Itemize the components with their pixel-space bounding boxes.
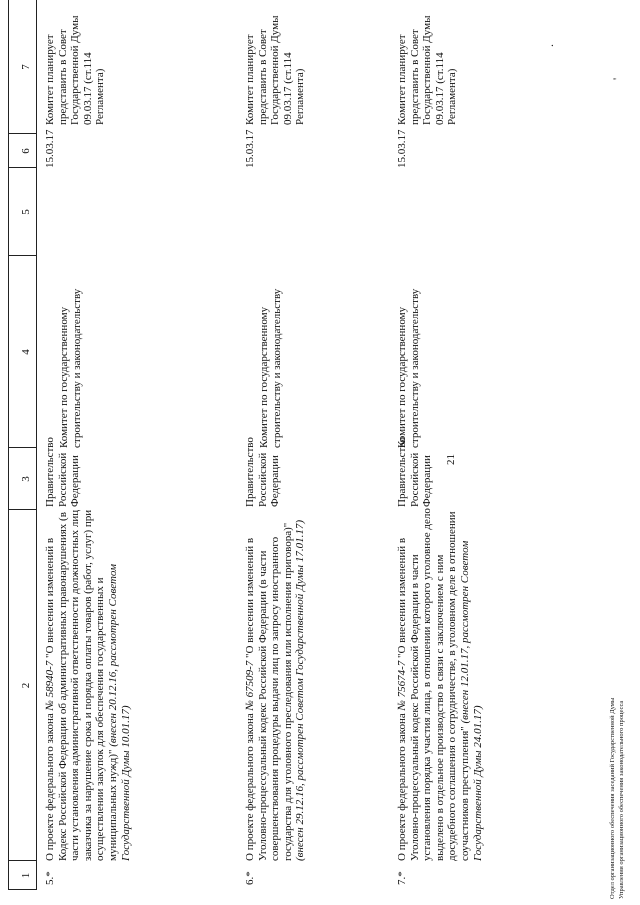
consideration-date: 15.03.17 bbox=[244, 129, 256, 168]
stray-mark: . bbox=[542, 44, 556, 47]
row-number: 5.* bbox=[44, 871, 56, 885]
bill-description bbox=[44, 506, 132, 861]
bill-note: (внесен 29.12.16, рассмотрен Советом Государственной Думы 17.01.17) bbox=[294, 519, 307, 861]
bill-author: Правительство Российской Федерации bbox=[244, 437, 282, 507]
bill-author: Правительство Российской Федерации bbox=[396, 437, 434, 507]
bill-author: Правительство Российской Федерации bbox=[44, 437, 82, 507]
bill-number: № 67509-7 bbox=[244, 660, 256, 711]
bill-description bbox=[244, 506, 307, 861]
committee-plan: Комитет планирует представить в Совет Государственной Думы 09.03.17 (ст.114 Регламента) bbox=[44, 15, 107, 125]
column-header: 5 bbox=[20, 209, 32, 215]
bill-title: "О внесении изменений в Уголовно-процессуальный кодекс Российской Федерации (в части совершенствования процедуры выдачи лиц по запросу иностранного государства для уголовного преследования или исполнения приговора)" bbox=[244, 522, 294, 861]
column-header: 7 bbox=[20, 64, 32, 70]
row-number: 7.* bbox=[396, 871, 408, 885]
page-footer bbox=[608, 698, 626, 899]
footer-line: Управления организационного обеспечения законодательного процесса bbox=[618, 700, 625, 899]
consideration-date: 15.03.17 bbox=[44, 129, 56, 168]
consideration-date: 15.03.17 bbox=[396, 129, 408, 168]
column-header: 1 bbox=[20, 872, 32, 879]
bill-description bbox=[396, 506, 484, 861]
bill-number: № 75674-7 bbox=[396, 660, 408, 711]
row-number: 6.* bbox=[244, 871, 256, 885]
bill-title: "О внесении изменений в Кодекс Российской Федерации об административных правонарушениях (в части установления административной ответственности должностных лиц заказчика за нарушение срока и порядка оплаты товаров (работ, услуг) при осуществлении закупок для обеспечения государственных и муниципальных нужд)" bbox=[44, 509, 119, 861]
committee-plan: Комитет планирует представить в Совет Государственной Думы 09.03.17 (ст.114 Регламента) bbox=[244, 15, 307, 125]
bill-note: (внесен 12.01.17, рассмотрен Советом Государственной Думы 24.01.17) bbox=[458, 540, 484, 861]
bill-lead: О проекте федерального закона bbox=[244, 710, 256, 861]
column-header: 6 bbox=[20, 148, 32, 154]
responsible-committee: Комитет по государственному строительству и законодательству bbox=[58, 288, 83, 448]
stray-mark: ' bbox=[610, 77, 624, 80]
page-number: 21 bbox=[445, 454, 457, 465]
bill-lead: О проекте федерального закона bbox=[44, 710, 56, 861]
bill-note: (внесен 20.12.16, рассмотрен Советом Государственной Думы 10.01.17) bbox=[106, 564, 132, 861]
table-header-border bbox=[36, 0, 37, 890]
bill-lead: О проекте федерального закона bbox=[396, 710, 408, 861]
column-header: 2 bbox=[20, 682, 32, 689]
committee-plan: Комитет планирует представить в Совет Государственной Думы 09.03.17 (ст.114 Регламента) bbox=[396, 15, 459, 125]
responsible-committee: Комитет по государственному строительству и законодательству bbox=[396, 288, 421, 448]
bill-number: № 58940-7 bbox=[44, 660, 56, 711]
bill-title: "О внесении изменений в Уголовно-процессуальный кодекс Российской Федерации в части установления порядка участия лица, в отношении которого уголовное дело выделено в отдельное производство в связи с заключением с ним досудебного соглашения о сотрудничестве, в уголовном деле в отношении соучастников преступления" bbox=[396, 508, 471, 861]
footer-line: Отдел организационного обеспечения заседаний Государственной Думы bbox=[609, 697, 616, 899]
responsible-committee: Комитет по государственному строительству и законодательству bbox=[258, 288, 283, 448]
column-header: 3 bbox=[20, 476, 32, 482]
column-header: 4 bbox=[20, 349, 32, 355]
